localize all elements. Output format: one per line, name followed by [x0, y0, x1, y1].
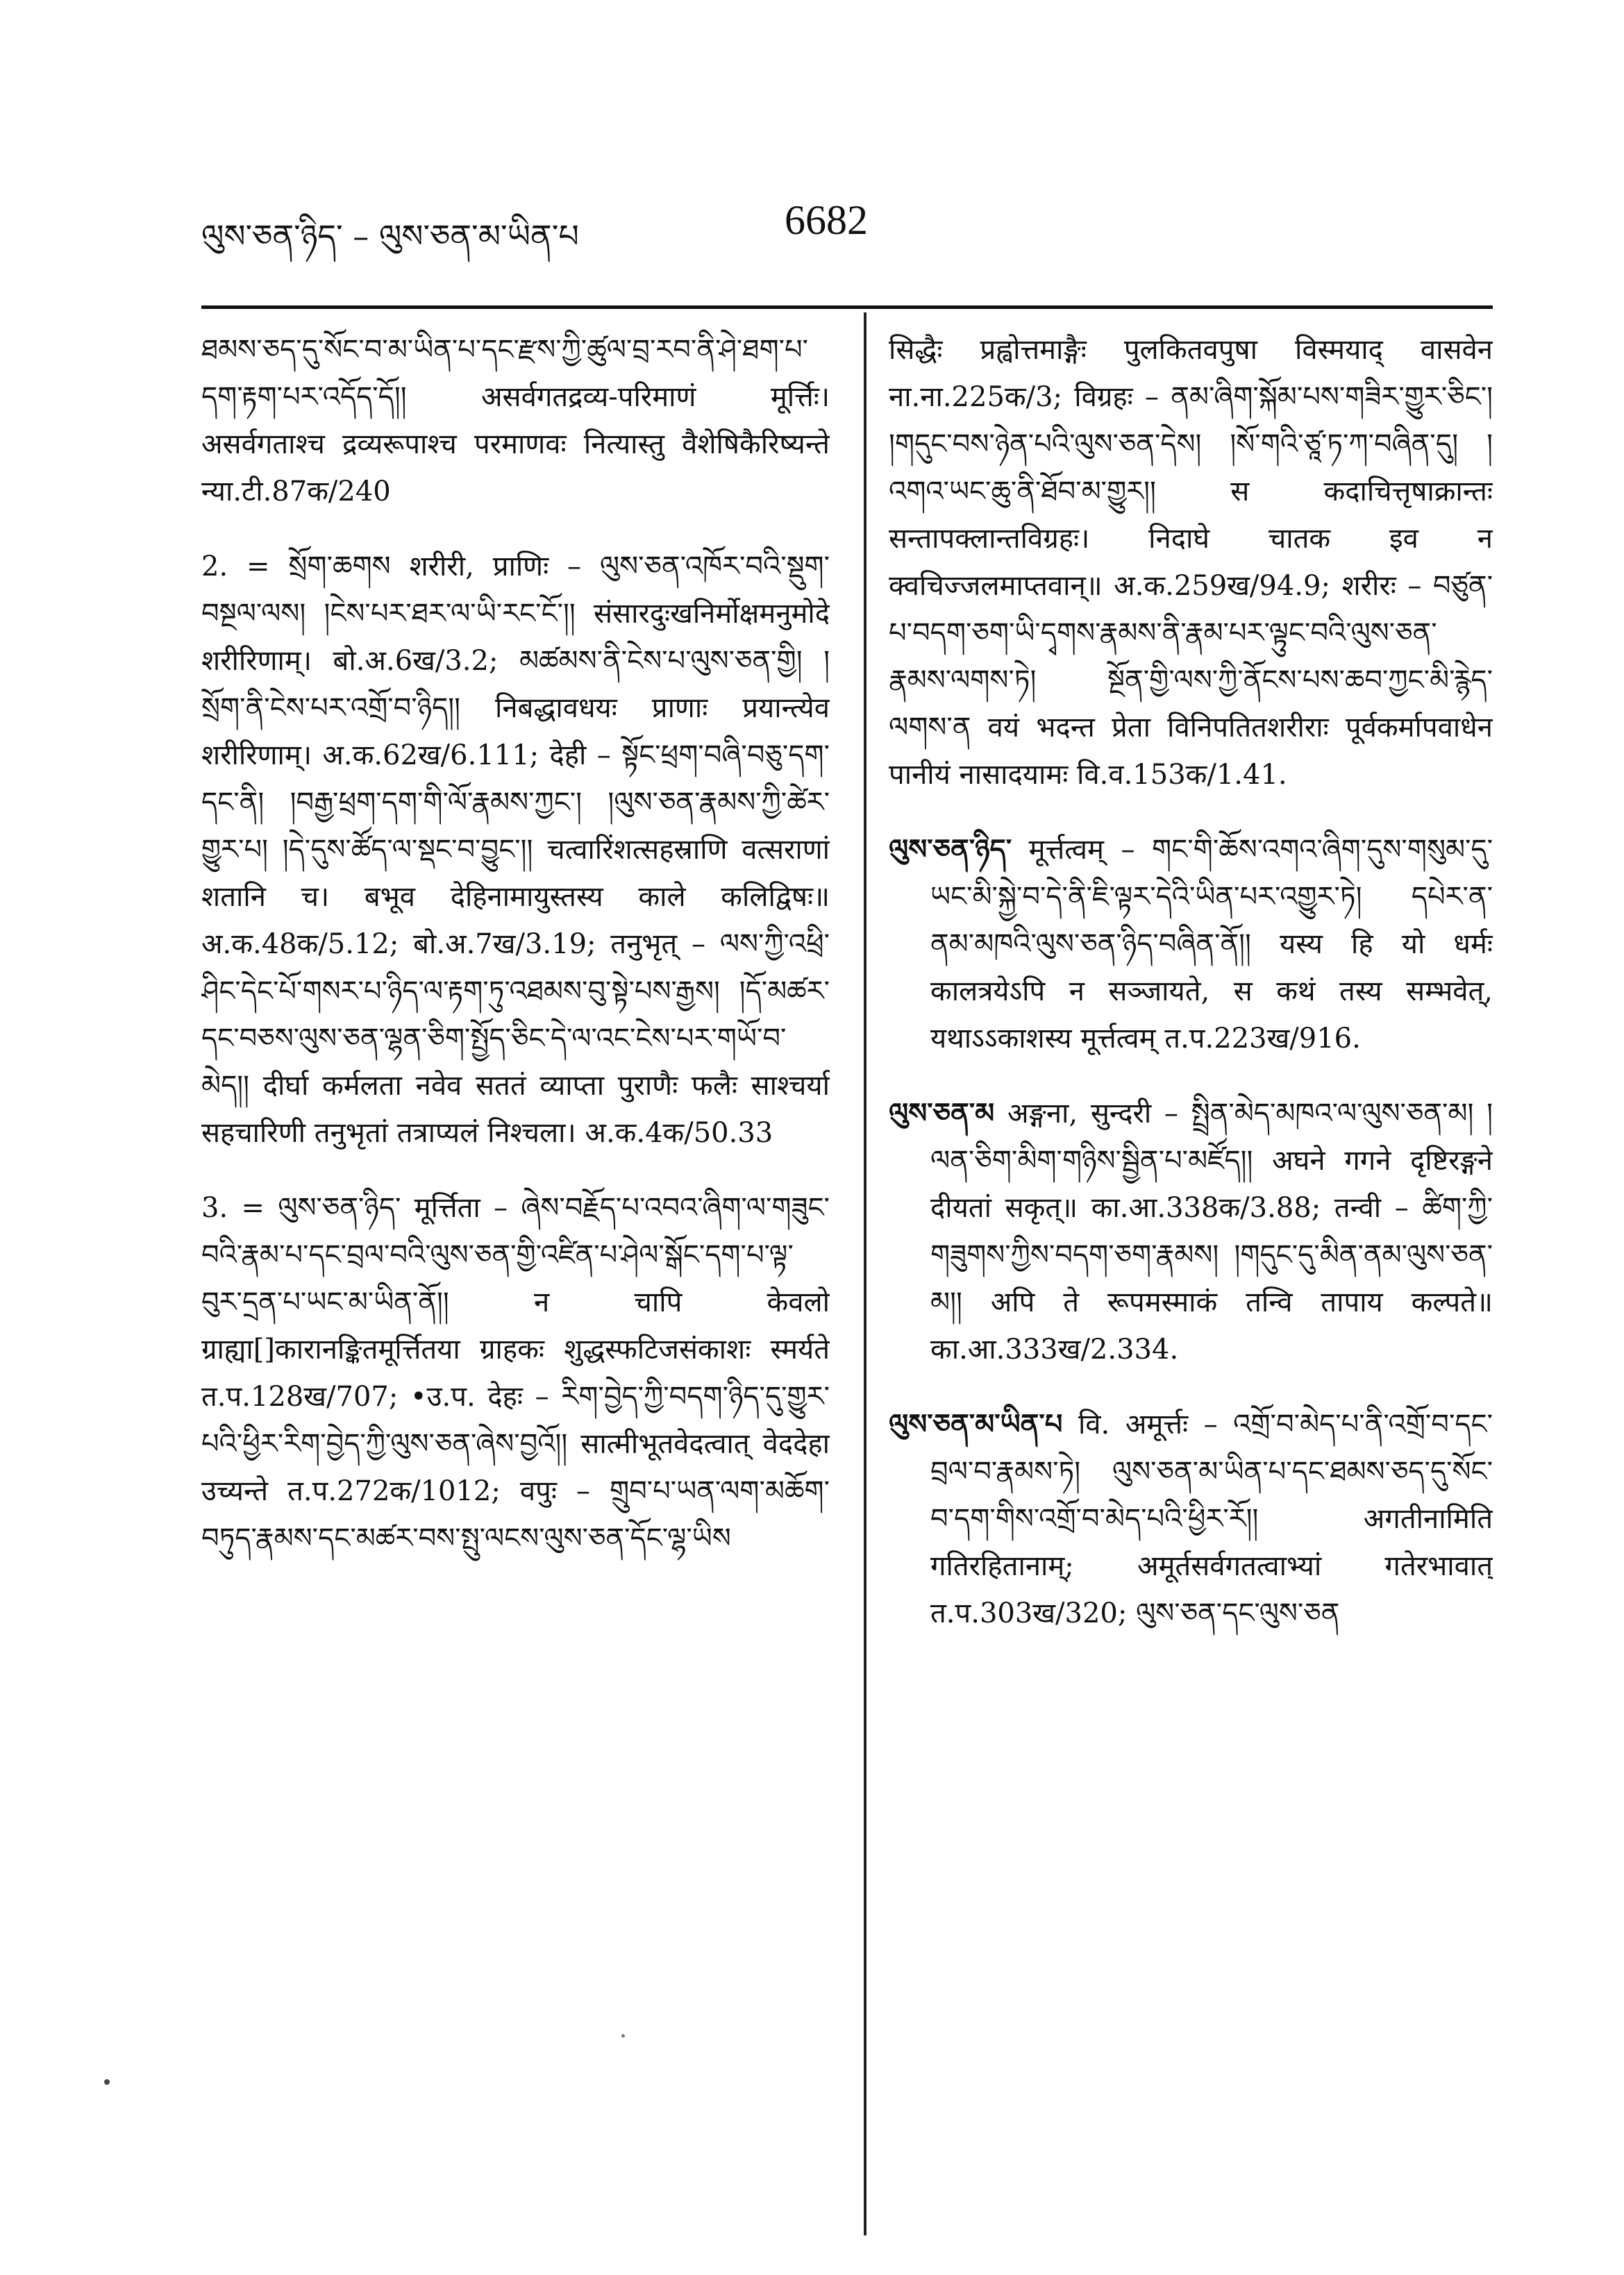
running-head: ལུས་ཅན་ཉིད་ – ལུས་ཅན་མ་ཡིན་པ: [201, 217, 579, 255]
entry-definition: मूर्त्तत्वम् – གང་གི་ཆོས་འགའ་ཞིག་དུས་གསུམ་དུ་ཡང་མི་སྐྱེ་བ་དེ་ནི་ཇི་ལྟར་དེའི་ཡིན་པར་འགྱུར་ཏེ། དཔེར་ན་ནམ་མཁའི་ལུས་ཅན་ཉིད་བཞིན་ནོ།། यस्य हि यो धर्मः कालत्रयेऽपि न सञ्जायते, स कथं तस्य सम्भवेत्, यथाऽऽकाशस्य मूर्त्तत्वम् त.प.223ख/916.: [930, 834, 1493, 1055]
left-entry-1: ཐམས་ཅད་དུ་སོང་བ་མ་ཡིན་པ་དང་རྫས་ཀྱི་ཚུལ་བྲ་རབ་ནི་ཤེ་ཐག་པ་དག་རྟག་པར་འདོད་དོ།། असर्वगतद्रव्य-परिमाणं मूर्त्तिः। असर्वगताश्च द्रव्यरूपाश्च परमाणवः नित्यास्तु वैशेषिकैरिष्यन्ते न्या.टी.87क/240: [201, 334, 830, 507]
scan-speck: [104, 2079, 110, 2085]
right-entry-continuation: सिद्धैः प्रह्वोत्तमाङ्गैः पुलकितवपुषा विस्मयाद् वासवेन ना.ना.225क/3; विग्रहः – ནམ་ཞིག་སྐོམ་པས་གཟིར་གྱུར་ཅིང་། །གདུང་བས་ཉེན་པའི་ལུས་ཅན་དེས། །སོ་གའི་ཙཱ་ཏ་ཀ་བཞིན་དུ། །འགའ་ཡང་ཆུ་ནི་ཐོབ་མ་གྱུར།། स कदाचित्तृषाक्रान्तः सन्तापक्लान्तविग्रहः। निदाघे चातक इव न क्वचिज्जलमाप्तवान्॥ अ.क.259ख/94.9; शरीरः – བཙུན་པ་བདག་ཅག་ཡི་དྭགས་རྣམས་ནི་རྣམ་པར་ལྟུང་བའི་ལུས་ཅན་རྣམས་ལགས་ཏེ། སྔོན་གྱི་ལས་ཀྱི་ནོངས་པས་ཆབ་ཀྱང་མི་རྙེད་ལགས་ན वयं भदन्त प्रेता विनिपतितशरीराः पूर्वकर्मापवाधेन पानीयं नासादयामः वि.व.153क/1.41.: [889, 334, 1493, 791]
left-entry-3: 3. = ལུས་ཅན་ཉིད་ मूर्त्तिता – ཞེས་བརྗོད་པ་འབའ་ཞིག་ལ་གཟུང་བའི་རྣམ་པ་དང་བྲལ་བའི་ལུས་ཅན་གྱི་འཛིན་པ་ཤེལ་སྒོང་དག་པ་ལྟ་བུར་དྲན་པ་ཡང་མ་ཡིན་ནོ།། न चापि केवलो ग्राह्या[]कारानङ्कितमूर्त्तितया ग्राहकः शुद्धस्फटिजसंकाशः स्मर्यते त.प.128ख/707; •उ.प. देहः – རིག་བྱེད་ཀྱི་བདག་ཉིད་དུ་གྱུར་པའི་ཕྱིར་རིག་བྱེད་ཀྱི་ལུས་ཅན་ཞེས་བྱའོ།། सात्मीभूतवेदत्वात् वेददेहा उच्यन्ते त.प.272क/1012; वपुः – གྲུབ་པ་ཡན་ལག་མཆོག་བཏུད་རྣམས་དང་མཚར་བས་སྤུ་ལངས་ལུས་ཅན་དོང་ལྷ་ཡིས: [201, 1192, 830, 1554]
headword: ལུས་ཅན་མ་ཡིན་པ: [889, 1408, 1063, 1441]
dictionary-entry: [889, 1090, 1493, 1373]
left-column: [201, 326, 830, 2242]
entry-definition: अङ्गना, सुन्दरी – སྤྲིན་མེད་མཁའ་ལ་ལུས་ཅན་མ། །ལན་ཅིག་མིག་གཉིས་སྦྱིན་པ་མཛོད།། अघने गगने दृष्टिरङ्गने दीयतां सकृत्॥ का.आ.338क/3.88; तन्वी – ཚིག་ཀྱི་གཟུགས་ཀྱིས་བདག་ཅག་རྣམས། །གདུང་དུ་མིན་ནམ་ལུས་ཅན་མ།། अपि ते रूपमस्माकं तन्वि तापाय कल्पते॥ का.आ.333ख/2.334.: [930, 1098, 1493, 1366]
left-entry-2: 2. = སྲོག་ཆགས शरीरी, प्राणिः – ལུས་ཅན་འཁོར་བའི་སྡུག་བསྔལ་ལས། །ངེས་པར་ཐར་ལ་ཡི་རང་ངོ་།། संसारदुःखनिर्मोक्षमनुमोदे शरीरिणाम्। बो.अ.6ख/3.2; མཚམས་ནི་ངེས་པ་ལུས་ཅན་གྱི། །སྲོག་ནི་ངེས་པར་འགྲོ་བ་ཉིད།། निबद्धावधयः प्राणाः प्रयान्त्येव शरीरिणाम्। अ.क.62ख/6.111; देही – སྟོང་ཕྲག་བཞི་བཅུ་དག་དང་ནི། །བརྒྱ་ཕྲག་དག་གི་ལོ་རྣམས་ཀྱང་། །ལུས་ཅན་རྣམས་ཀྱི་ཚེར་གྱུར་པ། །དེ་དུས་ཚོད་ལ་སྡང་བ་བྱུང་།། चत्वारिंशत्सहस्राणि वत्सराणां शतानि च। बभूव देहिनामायुस्तस्य काले कलिद्विषः॥ अ.क.48क/5.12; बो.अ.7ख/3.19; तनुभृत् – ལས་ཀྱི་འཕྲི་ཤིང་དེང་པོ་གསར་པ་ཉིད་ལ་རྟག་ཏུ་འཐམས་བུ་སྟེ་པས་རྒྱས། །དོ་མཚར་དང་བཅས་ལུས་ཅན་ལྷན་ཅིག་སྤྱོད་ཅིང་དེ་ལ་འང་ངེས་པར་གཡོ་བ་མེད།། दीर्घा कर्मलता नवेव सततं व्याप्ता पुराणैः फलैः साश्चर्या सहचारिणी तनुभृतां तत्राप्यलं निश्चला। अ.क.4क/50.33: [201, 551, 830, 1149]
dictionary-entry: [889, 1401, 1493, 1637]
page-number: 6682: [785, 197, 868, 243]
column-divider: [864, 312, 867, 2235]
entry-definition: वि. अमूर्त्तः – འགྲོ་བ་མེད་པ་ནི་འགྲོ་བ་དང་བྲལ་བ་རྣམས་ཏེ། ལུས་ཅན་མ་ཡིན་པ་དང་ཐམས་ཅད་དུ་སོང་བ་དག་གིས་འགྲོ་བ་མེད་པའི་ཕྱིར་རོ།། अगतीनामिति गतिरहितानाम्; अमूर्तसर्वगतत्वाभ्यां गतेरभावात् त.प.303ख/320; ལུས་ཅན་དང་ལུས་ཅན: [930, 1409, 1493, 1629]
header-rule: [201, 305, 1493, 309]
right-column: [889, 326, 1493, 2242]
headword: ལུས་ཅན་ཉིད་: [889, 833, 1012, 866]
dictionary-entry: [889, 826, 1493, 1062]
scan-speck: [621, 2034, 625, 2038]
headword: ལུས་ཅན་མ: [889, 1097, 995, 1130]
